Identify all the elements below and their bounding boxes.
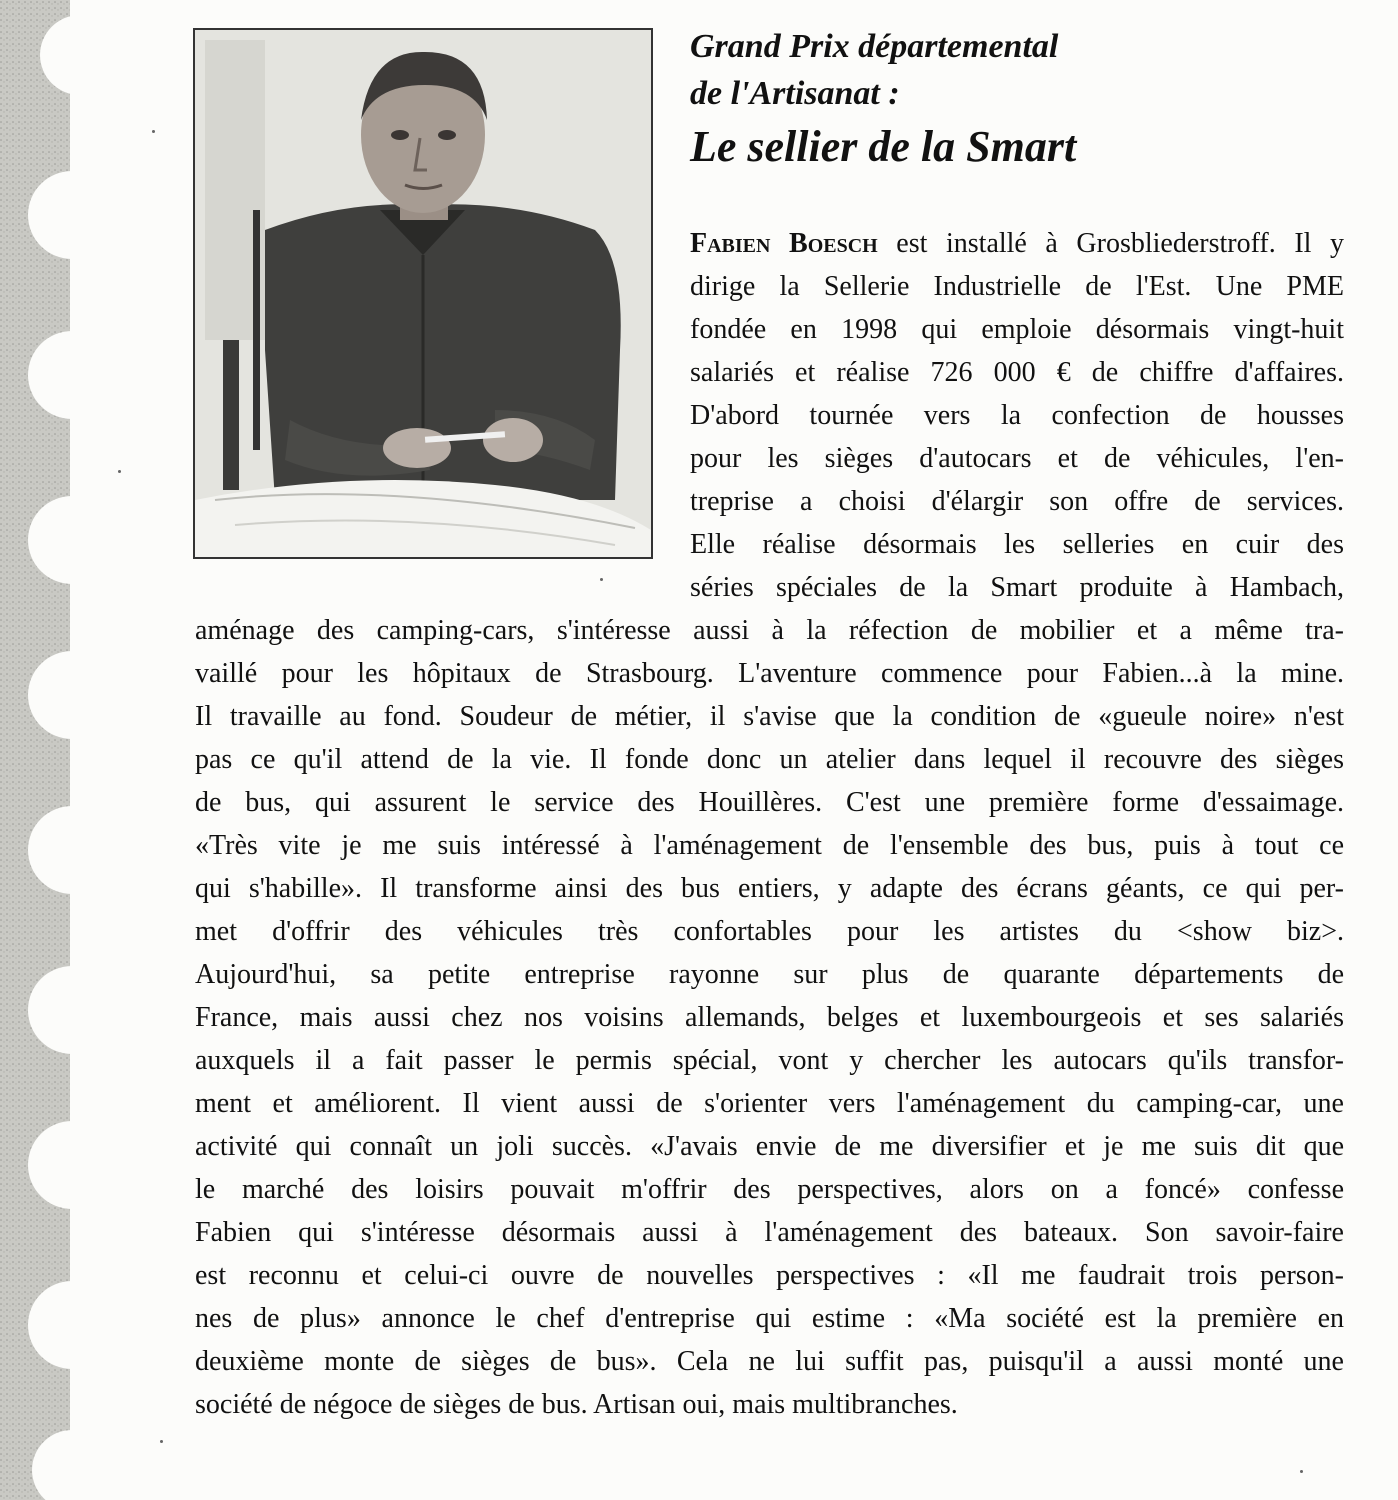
body-line: le marché des loisirs pouvait m'offrir des perspectives, alors on a foncé» confesse [195,1174,1344,1205]
body-line: Il travaille au fond. Soudeur de métier, il s'avise que la condition de «gueule noire» n'est [195,701,1344,732]
body-line: Fabien Boesch est installé à Grosbliederstroff. Il y [690,228,1344,259]
body-line: aménage des camping-cars, s'intéresse aussi à la réfection de mobilier et a même tra- [195,615,1344,646]
body-line: France, mais aussi chez nos voisins allemands, belges et luxembourgeois et ses salariés [195,1002,1344,1033]
body-line: Elle réalise désormais les selleries en cuir des [690,529,1344,560]
body-line: Fabien qui s'intéresse désormais aussi à l'aménagement des bateaux. Son savoir-faire [195,1217,1344,1248]
scan-speck [152,130,155,133]
body-line: ment et améliorent. Il vient aussi de s'orienter vers l'aménagement du camping-car, une [195,1088,1344,1119]
portrait-photo-icon [195,30,651,557]
body-line: met d'offrir des véhicules très confortables pour les artistes du <show biz>. [195,916,1344,947]
body-line: auxquels il a fait passer le permis spécial, vont y chercher les autocars qu'ils transfor- [195,1045,1344,1076]
headline-line-2: de l'Artisanat : [690,75,900,112]
body-line: est reconnu et celui-ci ouvre de nouvelles perspectives : «Il me faudrait trois person- [195,1260,1344,1291]
body-line: pour les sièges d'autocars et de véhicules, l'en- [690,443,1344,474]
body-line: salariés et réalise 726 000 € de chiffre d'affaires. [690,357,1344,388]
scan-speck [600,578,603,581]
body-line: vaillé pour les hôpitaux de Strasbourg. L'aventure commence pour Fabien...à la mine. [195,658,1344,689]
scan-speck [160,1440,163,1443]
torn-edge-icon [0,0,82,1500]
portrait-photo [193,28,653,559]
body-line: fondée en 1998 qui emploie désormais vingt-huit [690,314,1344,345]
headline-line-1: Grand Prix départemental [690,28,1059,65]
scan-speck [1300,1470,1303,1473]
body-line: D'abord tournée vers la confection de housses [690,400,1344,431]
body-line: deuxième monte de sièges de bus». Cela ne lui suffit pas, puisqu'il a aussi monté une [195,1346,1344,1377]
body-line: nes de plus» annonce le chef d'entreprise qui estime : «Ma société est la première en [195,1303,1344,1334]
body-line: «Très vite je me suis intéressé à l'aménagement de l'ensemble des bus, puis à tout ce [195,830,1344,861]
headline-main: Le sellier de la Smart [690,122,1077,171]
body-line: pas ce qu'il attend de la vie. Il fonde donc un atelier dans lequel il recouvre des sièges [195,744,1344,775]
body-line: société de négoce de sièges de bus. Artisan oui, mais multibranches. [195,1389,958,1420]
scan-speck [118,470,121,473]
body-line: dirige la Sellerie Industrielle de l'Est. Une PME [690,271,1344,302]
body-line: séries spéciales de la Smart produite à Hambach, [690,572,1344,603]
body-line: qui s'habille». Il transforme ainsi des bus entiers, y adapte des écrans géants, ce qui per- [195,873,1344,904]
body-line: activité qui connaît un joli succès. «J'avais envie de me diversifier et je me suis dit que [195,1131,1344,1162]
author-name: Fabien Boesch [690,228,878,259]
body-line: Aujourd'hui, sa petite entreprise rayonne sur plus de quarante départements de [195,959,1344,990]
body-line: de bus, qui assurent le service des Houillères. C'est une première forme d'essaimage. [195,787,1344,818]
body-line: treprise a choisi d'élargir son offre de services. [690,486,1344,517]
